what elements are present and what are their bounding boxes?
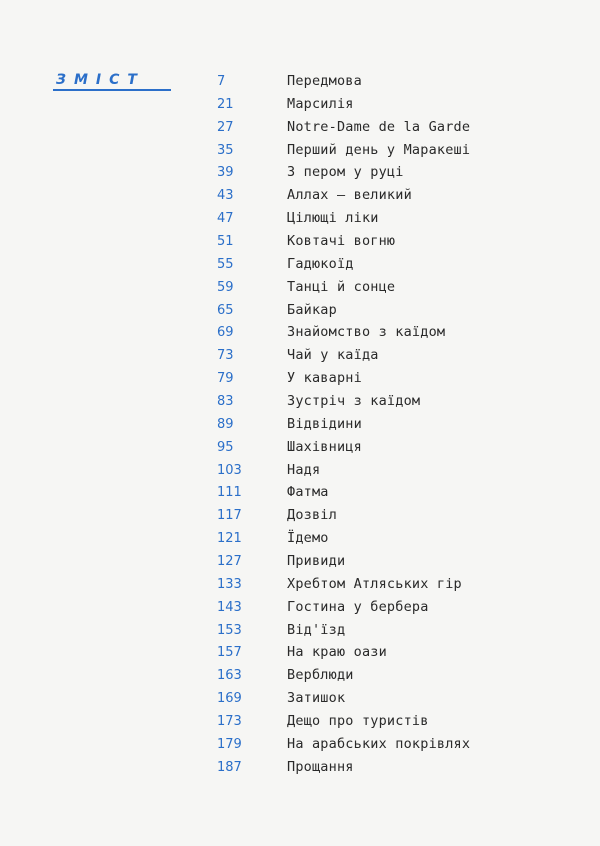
toc-page-number: 65	[217, 302, 234, 318]
toc-chapter-title: На краю оази	[287, 644, 387, 661]
toc-entry	[217, 710, 587, 733]
toc-entry	[217, 93, 587, 116]
toc-chapter-title: Ковтачі вогню	[287, 233, 396, 250]
toc-chapter-title: Дещо про туристів	[287, 713, 429, 730]
toc-entry	[217, 664, 587, 687]
toc-page-number: 103	[217, 462, 242, 478]
toc-page-number: 157	[217, 645, 242, 661]
toc-page-number: 133	[217, 576, 242, 592]
toc-chapter-title: Танці й сонце	[287, 278, 396, 295]
toc-chapter-title: Передмова	[287, 73, 362, 89]
toc-page-number: 7	[217, 74, 226, 89]
toc-page-number: 153	[217, 622, 242, 638]
toc-page-number: 73	[217, 348, 234, 364]
toc-heading: ЗМІСТ	[53, 71, 171, 91]
toc-entry	[217, 687, 587, 710]
toc-chapter-title: Марсилія	[287, 95, 354, 112]
toc-chapter-title: У каварні	[287, 370, 362, 387]
toc-entry	[217, 161, 587, 184]
toc-chapter-title: Гостина у бербера	[287, 598, 429, 615]
toc-page-number: 47	[217, 211, 234, 227]
toc-chapter-title: Зустріч з каїдом	[287, 393, 421, 410]
toc-entry	[217, 573, 587, 596]
toc-entry	[217, 367, 587, 390]
toc-entry	[217, 184, 587, 207]
toc-page-number: 79	[217, 371, 234, 387]
toc-entry	[217, 733, 587, 756]
toc-chapter-title: Notre-Dame de la Garde	[287, 118, 471, 135]
toc-page-number: 35	[217, 142, 234, 158]
toc-chapter-title: Затишок	[287, 690, 346, 707]
toc-page-number: 55	[217, 256, 234, 272]
toc-page-number: 173	[217, 714, 242, 730]
toc-page-number: 117	[217, 508, 242, 524]
toc-chapter-title: Гадюкоїд	[287, 255, 354, 272]
toc-page-number: 39	[217, 165, 234, 181]
toc-entry	[217, 321, 587, 344]
toc-entry	[217, 504, 587, 527]
toc-entry	[217, 70, 587, 93]
toc-entry	[217, 550, 587, 573]
toc-chapter-title: Верблюди	[287, 667, 354, 684]
toc-chapter-title: Дозвіл	[287, 507, 337, 524]
toc-entry	[217, 253, 587, 276]
table-of-contents	[217, 70, 587, 779]
toc-page-number: 111	[217, 485, 242, 501]
toc-chapter-title: Аллах – великий	[287, 187, 412, 204]
toc-chapter-title: Шахівниця	[287, 438, 362, 455]
toc-chapter-title: На арабських покрівлях	[287, 735, 471, 752]
toc-entry	[217, 596, 587, 619]
toc-page-number: 169	[217, 691, 242, 707]
toc-entry	[217, 139, 587, 162]
toc-entry	[217, 527, 587, 550]
toc-chapter-title: Від'їзд	[287, 621, 346, 638]
toc-entry	[217, 756, 587, 779]
toc-chapter-title: Надя	[287, 461, 321, 478]
toc-entry	[217, 390, 587, 413]
toc-page-number: 27	[217, 119, 234, 135]
toc-page-number: 127	[217, 554, 242, 570]
toc-entry	[217, 344, 587, 367]
toc-page-number: 163	[217, 668, 242, 684]
toc-chapter-title: Відвідини	[287, 415, 362, 432]
toc-entry	[217, 116, 587, 139]
toc-entry	[217, 299, 587, 322]
toc-entry	[217, 459, 587, 482]
toc-entry	[217, 436, 587, 459]
toc-chapter-title: Привиди	[287, 553, 346, 570]
toc-entry	[217, 619, 587, 642]
toc-page-number: 95	[217, 439, 234, 455]
toc-page-number: 59	[217, 279, 234, 295]
toc-chapter-title: Перший день у Маракеші	[287, 141, 471, 158]
toc-page-number: 51	[217, 234, 234, 250]
toc-entry	[217, 276, 587, 299]
toc-entry	[217, 207, 587, 230]
toc-page-number: 21	[217, 96, 234, 112]
toc-entry	[217, 413, 587, 436]
toc-entry	[217, 641, 587, 664]
toc-page-number: 43	[217, 188, 234, 204]
toc-chapter-title: Чай у каїда	[287, 347, 379, 364]
toc-page-number: 69	[217, 325, 234, 341]
toc-chapter-title: Цілющі ліки	[287, 210, 379, 227]
toc-page-number: 83	[217, 394, 234, 410]
toc-chapter-title: Фатма	[287, 484, 329, 501]
toc-chapter-title: З пером у руці	[287, 164, 404, 181]
toc-page-number: 179	[217, 736, 242, 752]
toc-page-number: 143	[217, 599, 242, 615]
toc-entry	[217, 481, 587, 504]
toc-chapter-title: Прощання	[287, 758, 354, 775]
toc-page-number: 187	[217, 759, 242, 775]
toc-page-number: 89	[217, 416, 234, 432]
toc-chapter-title: Байкар	[287, 301, 337, 318]
toc-chapter-title: Їдемо	[287, 530, 329, 547]
toc-chapter-title: Знайомство з каїдом	[287, 324, 446, 341]
toc-chapter-title: Хребтом Атляських гір	[287, 575, 462, 592]
toc-entry	[217, 230, 587, 253]
toc-page-number: 121	[217, 531, 242, 547]
